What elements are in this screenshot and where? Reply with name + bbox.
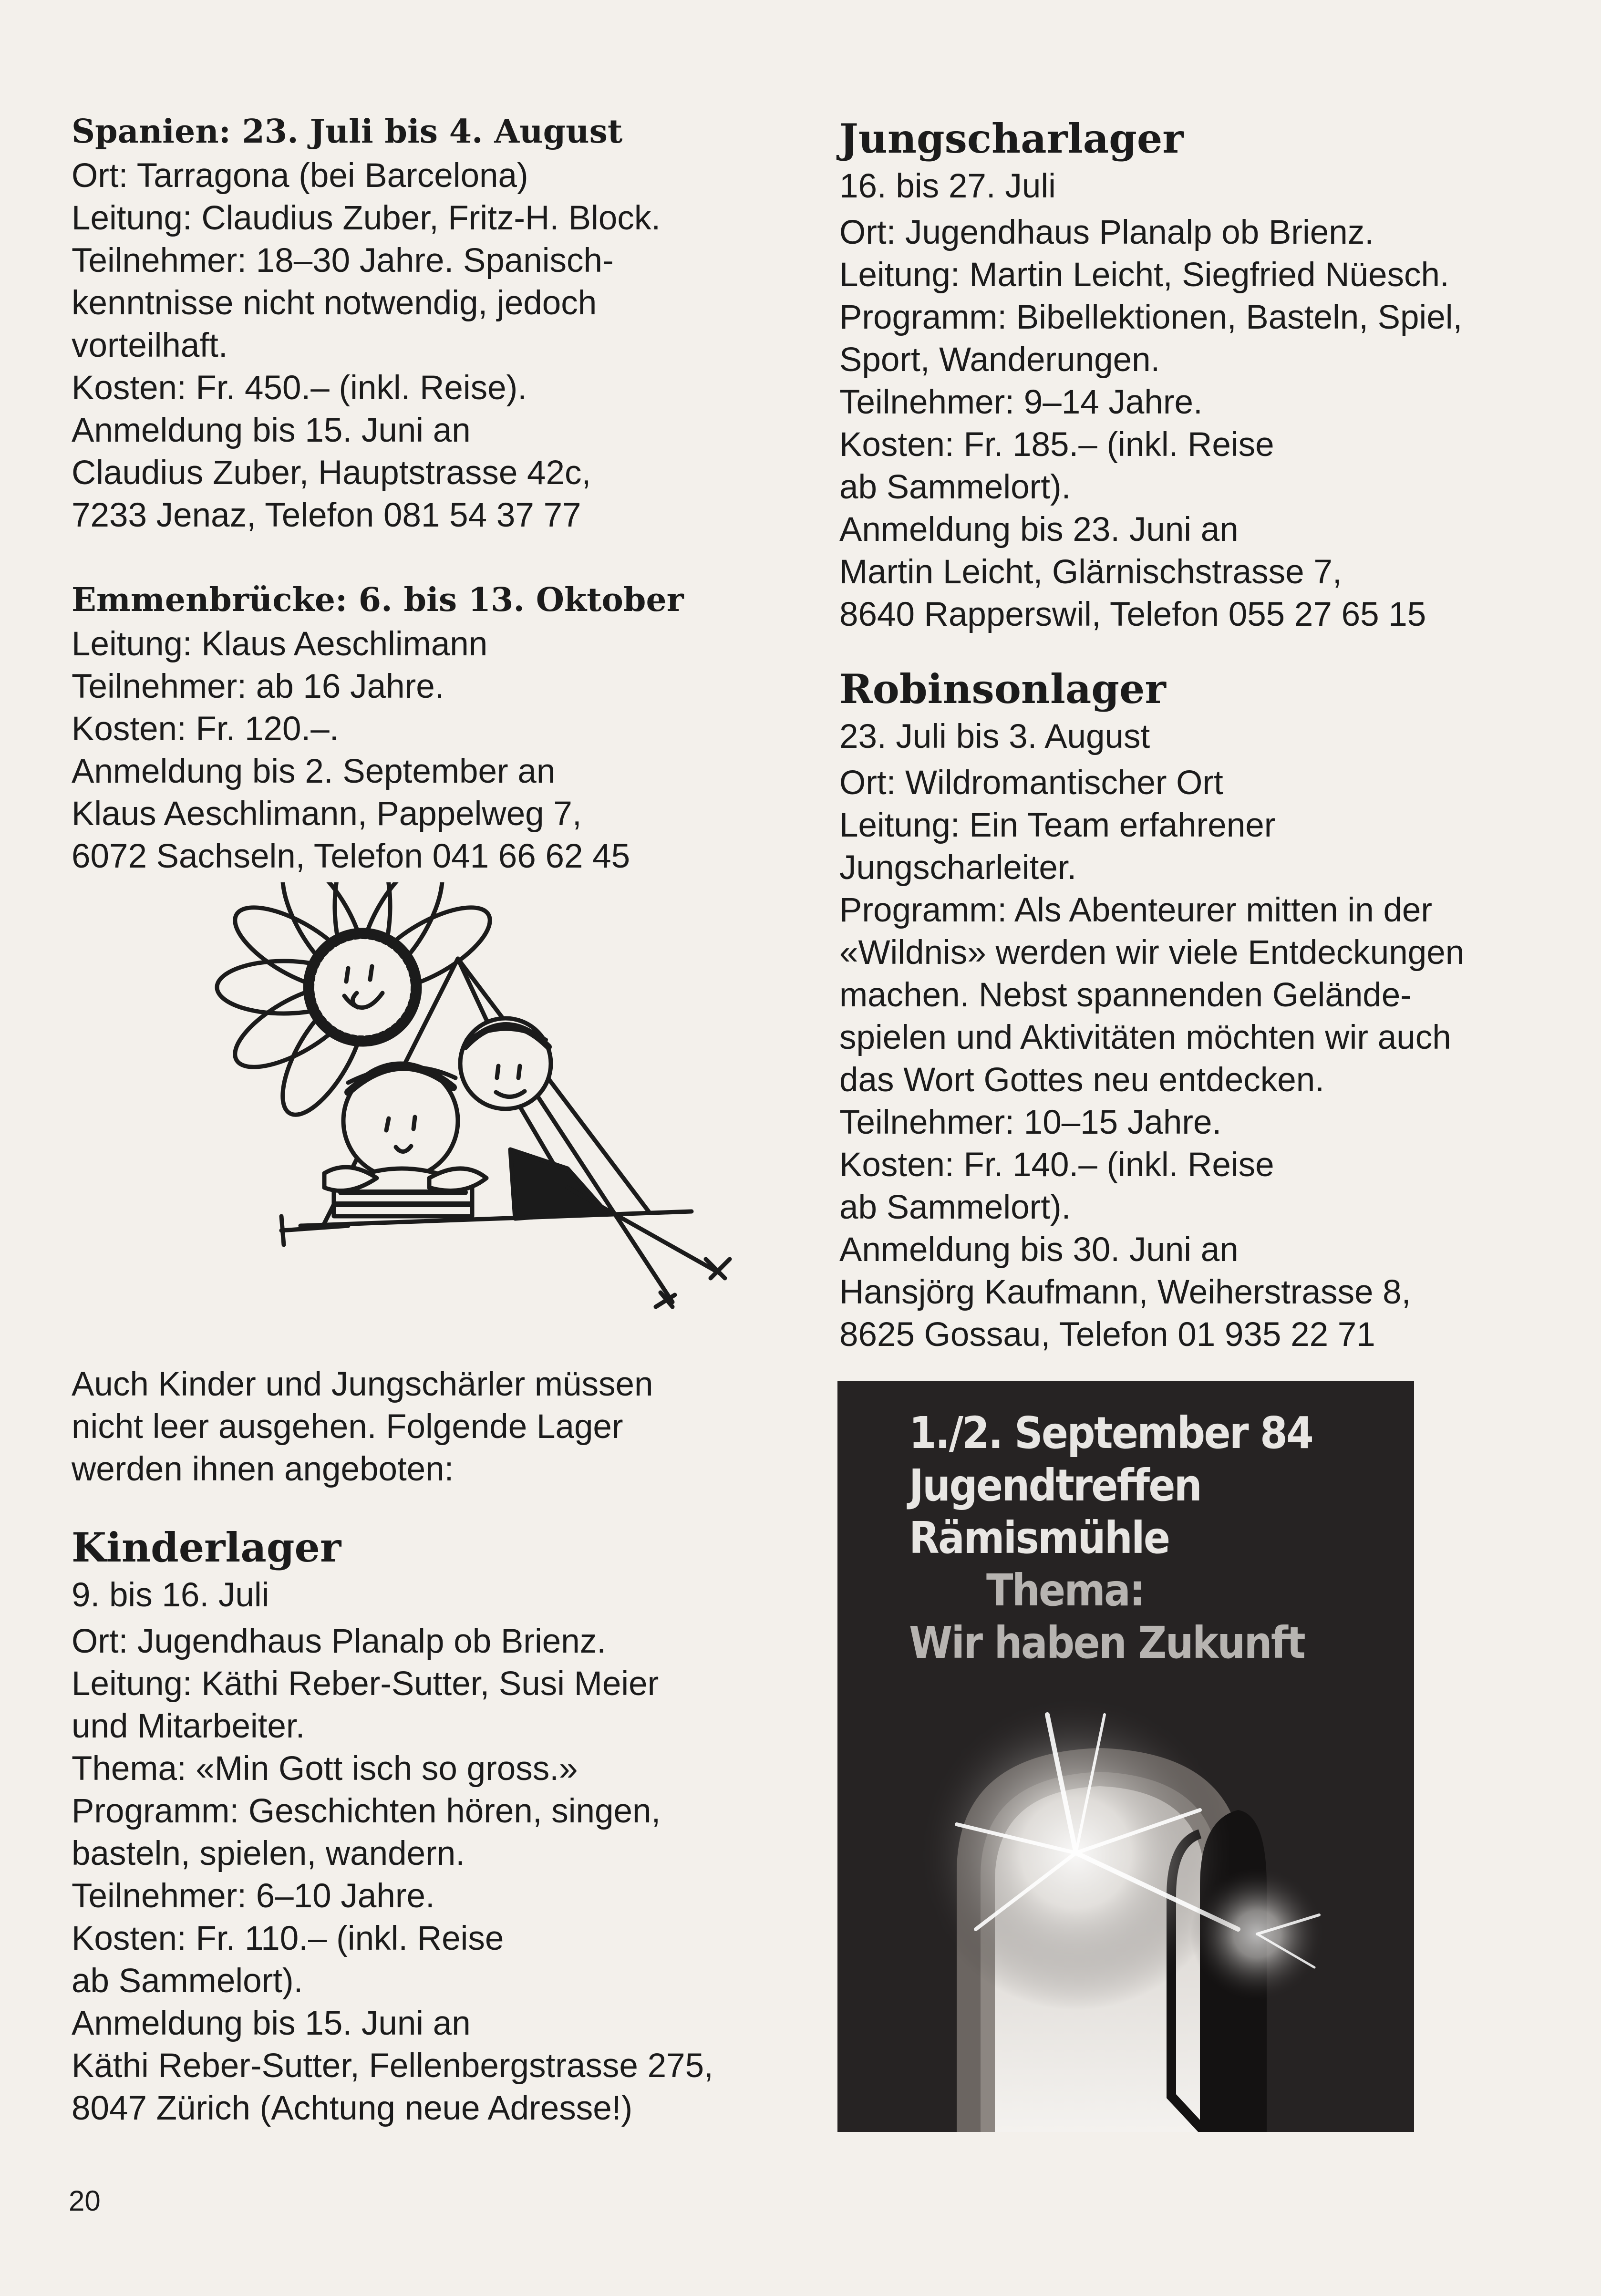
section-heading: Spanien: 23. Juli bis 4. August <box>72 113 623 151</box>
text-line: basteln, spielen, wandern. <box>72 1835 465 1872</box>
text-line: Hansjörg Kaufmann, Weiherstrasse 8, <box>839 1273 1411 1311</box>
text-line: 8625 Gossau, Telefon 01 935 22 71 <box>839 1316 1375 1354</box>
text-line: Teilnehmer: 18–30 Jahre. Spanisch- <box>72 242 614 279</box>
text-line: Sport, Wanderungen. <box>839 341 1160 379</box>
section-heading: Emmenbrücke: 6. bis 13. Oktober <box>72 581 684 619</box>
text-line: Leitung: Ein Team erfahrener <box>839 807 1276 844</box>
text-line: Thema: «Min Gott isch so gross.» <box>72 1750 578 1788</box>
text-line: 6072 Sachseln, Telefon 041 66 62 45 <box>72 838 630 875</box>
text-line: spielen und Aktivitäten möchten wir auch <box>839 1019 1451 1056</box>
kid-icon <box>324 1064 486 1216</box>
kid-icon <box>460 1018 551 1109</box>
text-line: Kosten: Fr. 140.– (inkl. Reise <box>839 1146 1274 1184</box>
poster-line: Thema: <box>986 1565 1144 1616</box>
text-line: Anmeldung bis 15. Juni an <box>72 412 471 449</box>
text-line: Anmeldung bis 15. Juni an <box>72 2005 471 2042</box>
text-line: Kosten: Fr. 110.– (inkl. Reise <box>72 1920 504 1957</box>
text-line: ab Sammelort). <box>72 1962 303 2000</box>
text-line: Leitung: Käthi Reber-Sutter, Susi Meier <box>72 1665 659 1703</box>
kinderlager-section <box>72 1521 806 2130</box>
text-line: Klaus Aeschlimann, Pappelweg 7, <box>72 795 582 833</box>
text-line: Programm: Geschichten hören, singen, <box>72 1792 661 1830</box>
jungscharlager-section <box>839 113 1555 636</box>
section-heading: Jungscharlager <box>839 115 1184 162</box>
section-heading: Kinderlager <box>72 1524 341 1571</box>
spanien-section <box>72 109 806 537</box>
text-line: Kosten: Fr. 450.– (inkl. Reise). <box>72 369 527 407</box>
text-line: Martin Leicht, Glärnischstrasse 7, <box>839 553 1342 591</box>
text-line: Programm: Als Abenteurer mitten in der <box>839 891 1433 929</box>
text-line: Anmeldung bis 30. Juni an <box>839 1231 1239 1269</box>
text-line: 8640 Rapperswil, Telefon 055 27 65 15 <box>839 596 1426 633</box>
text-line: das Wort Gottes neu entdecken. <box>839 1061 1324 1099</box>
text-line: Leitung: Claudius Zuber, Fritz-H. Block. <box>72 199 661 237</box>
text-line: 8047 Zürich (Achtung neue Adresse!) <box>72 2089 633 2127</box>
text-line: Ort: Tarragona (bei Barcelona) <box>72 157 528 195</box>
text-line: Ort: Jugendhaus Planalp ob Brienz. <box>839 214 1374 251</box>
text-line: werden ihnen angeboten: <box>72 1450 454 1488</box>
text-line: 16. bis 27. Juli <box>839 167 1056 205</box>
text-line: ab Sammelort). <box>839 1189 1071 1226</box>
intro-paragraph <box>72 1363 806 1490</box>
text-line: Programm: Bibellektionen, Basteln, Spiel, <box>839 299 1463 336</box>
text-line: machen. Nebst spannenden Gelände- <box>839 976 1412 1014</box>
text-line: Anmeldung bis 2. September an <box>72 753 556 790</box>
text-line: Kosten: Fr. 120.–. <box>72 710 339 748</box>
text-line: Teilnehmer: 10–15 Jahre. <box>839 1104 1222 1141</box>
text-line: Käthi Reber-Sutter, Fellenbergstrasse 275, <box>72 2047 713 2085</box>
text-line: Auch Kinder und Jungschärler müssen <box>72 1365 653 1403</box>
text-line: Leitung: Klaus Aeschlimann <box>72 625 488 663</box>
poster-title <box>909 1407 1405 1669</box>
text-line: Leitung: Martin Leicht, Siegfried Nüesch. <box>839 256 1449 294</box>
text-line: 7233 Jenaz, Telefon 081 54 37 77 <box>72 496 581 534</box>
text-line: ab Sammelort). <box>839 468 1071 506</box>
text-line: Anmeldung bis 23. Juni an <box>839 511 1239 548</box>
text-line: Claudius Zuber, Hauptstrasse 42c, <box>72 454 591 492</box>
text-line: 9. bis 16. Juli <box>72 1576 269 1614</box>
text-line: 23. Juli bis 3. August <box>839 718 1150 755</box>
page-number: 20 <box>69 2185 101 2217</box>
text-line: kenntnisse nicht notwendig, jedoch <box>72 284 597 322</box>
text-line: Kosten: Fr. 185.– (inkl. Reise <box>839 426 1274 464</box>
emmenbruecke-section <box>72 577 806 878</box>
poster-line: Wir haben Zukunft <box>909 1617 1305 1668</box>
text-line: Jungscharleiter. <box>839 849 1077 887</box>
robinsonlager-section <box>839 663 1555 1356</box>
event-poster <box>837 1381 1414 2132</box>
poster-line: Rämismühle <box>909 1512 1169 1563</box>
poster-line: 1./2. September 84 <box>909 1407 1312 1458</box>
camping-illustration <box>205 882 768 1350</box>
text-line: Teilnehmer: 6–10 Jahre. <box>72 1877 435 1915</box>
text-line: und Mitarbeiter. <box>72 1707 305 1745</box>
text-line: nicht leer ausgehen. Folgende Lager <box>72 1408 623 1446</box>
poster-line: Jugendtreffen <box>909 1460 1201 1511</box>
text-line: Teilnehmer: ab 16 Jahre. <box>72 668 444 705</box>
section-heading: Robinsonlager <box>839 665 1166 713</box>
text-line: Ort: Wildromantischer Ort <box>839 764 1223 802</box>
text-line: Teilnehmer: 9–14 Jahre. <box>839 383 1203 421</box>
text-line: Ort: Jugendhaus Planalp ob Brienz. <box>72 1623 606 1660</box>
text-line: vorteilhaft. <box>72 327 228 364</box>
text-line: «Wildnis» werden wir viele Entdeckungen <box>839 934 1465 972</box>
